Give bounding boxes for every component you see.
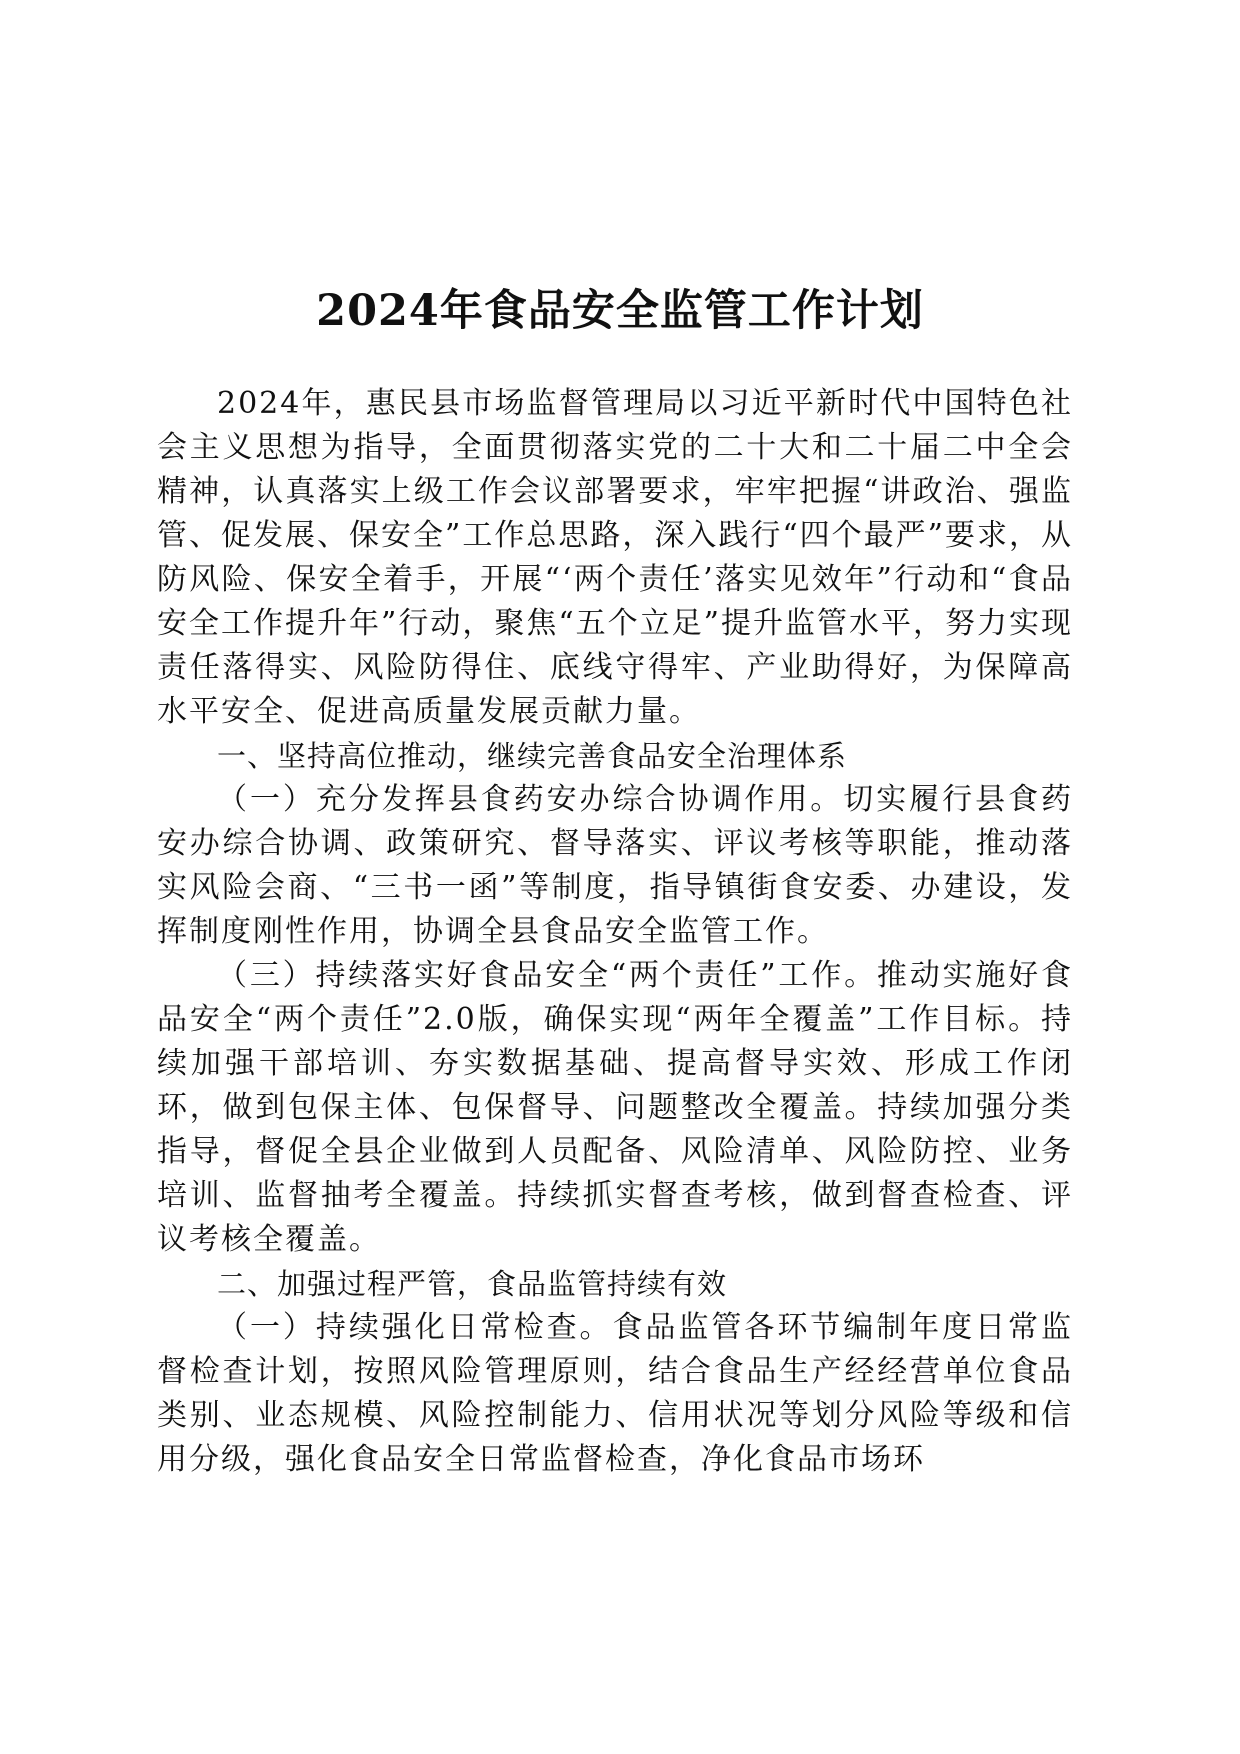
document-body bbox=[157, 382, 1073, 1482]
section-heading-1: 一、坚持高位推动，继续完善食品安全治理体系 bbox=[217, 739, 848, 773]
section-heading-2: 二、加强过程严管，食品监管持续有效 bbox=[217, 1267, 728, 1301]
intro-paragraph: 2024年，惠民县市场监督管理局以习近平新时代中国特色社会主义思想为指导，全面贯彻落实党的二十大和二十届二中全会精神，认真落实上级工作会议部署要求，牢牢把握“讲政治、强监管、促发展、保安全”工作总思路，深入践行“四个最严”要求，从防风险、保安全着手，开展“‘两个责任’落实见效年”行动和“食品安全工作提升年”行动，聚焦“五个立足”提升监管水平，努力实现责任落得实、风险防得住、底线守得牢、产业助得好，为保障高水平安全、促进高质量发展贡献力量。 bbox=[157, 386, 1074, 729]
section-1-item-3: （三）持续落实好食品安全“两个责任”工作。推动实施好食品安全“两个责任”2.0版，确保实现“两年全覆盖”工作目标。持续加强干部培训、夯实数据基础、提高督导实效、形成工作闭环，做到包保主体、包保督导、问题整改全覆盖。持续加强分类指导，督促全县企业做到人员配备、风险清单、风险防控、业务培训、监督抽考全覆盖。持续抓实督查考核，做到督查检查、评议考核全覆盖。 bbox=[157, 958, 1073, 1257]
document-title: 2024年食品安全监管工作计划 bbox=[316, 285, 924, 336]
section-2-item-1: （一）持续强化日常检查。食品监管各环节编制年度日常监督检查计划，按照风险管理原则，结合食品生产经经营单位食品类别、业态规模、风险控制能力、信用状况等划分风险等级和信用分级，强化食品安全日常监督检查，净化食品市场环 bbox=[157, 1310, 1073, 1477]
section-1-item-1: （一）充分发挥县食药安办综合协调作用。切实履行县食药安办综合协调、政策研究、督导落实、评议考核等职能，推动落实风险会商、“三书一函”等制度，指导镇街食安委、办建设，发挥制度刚性作用，协调全县食品安全监管工作。 bbox=[157, 782, 1073, 949]
